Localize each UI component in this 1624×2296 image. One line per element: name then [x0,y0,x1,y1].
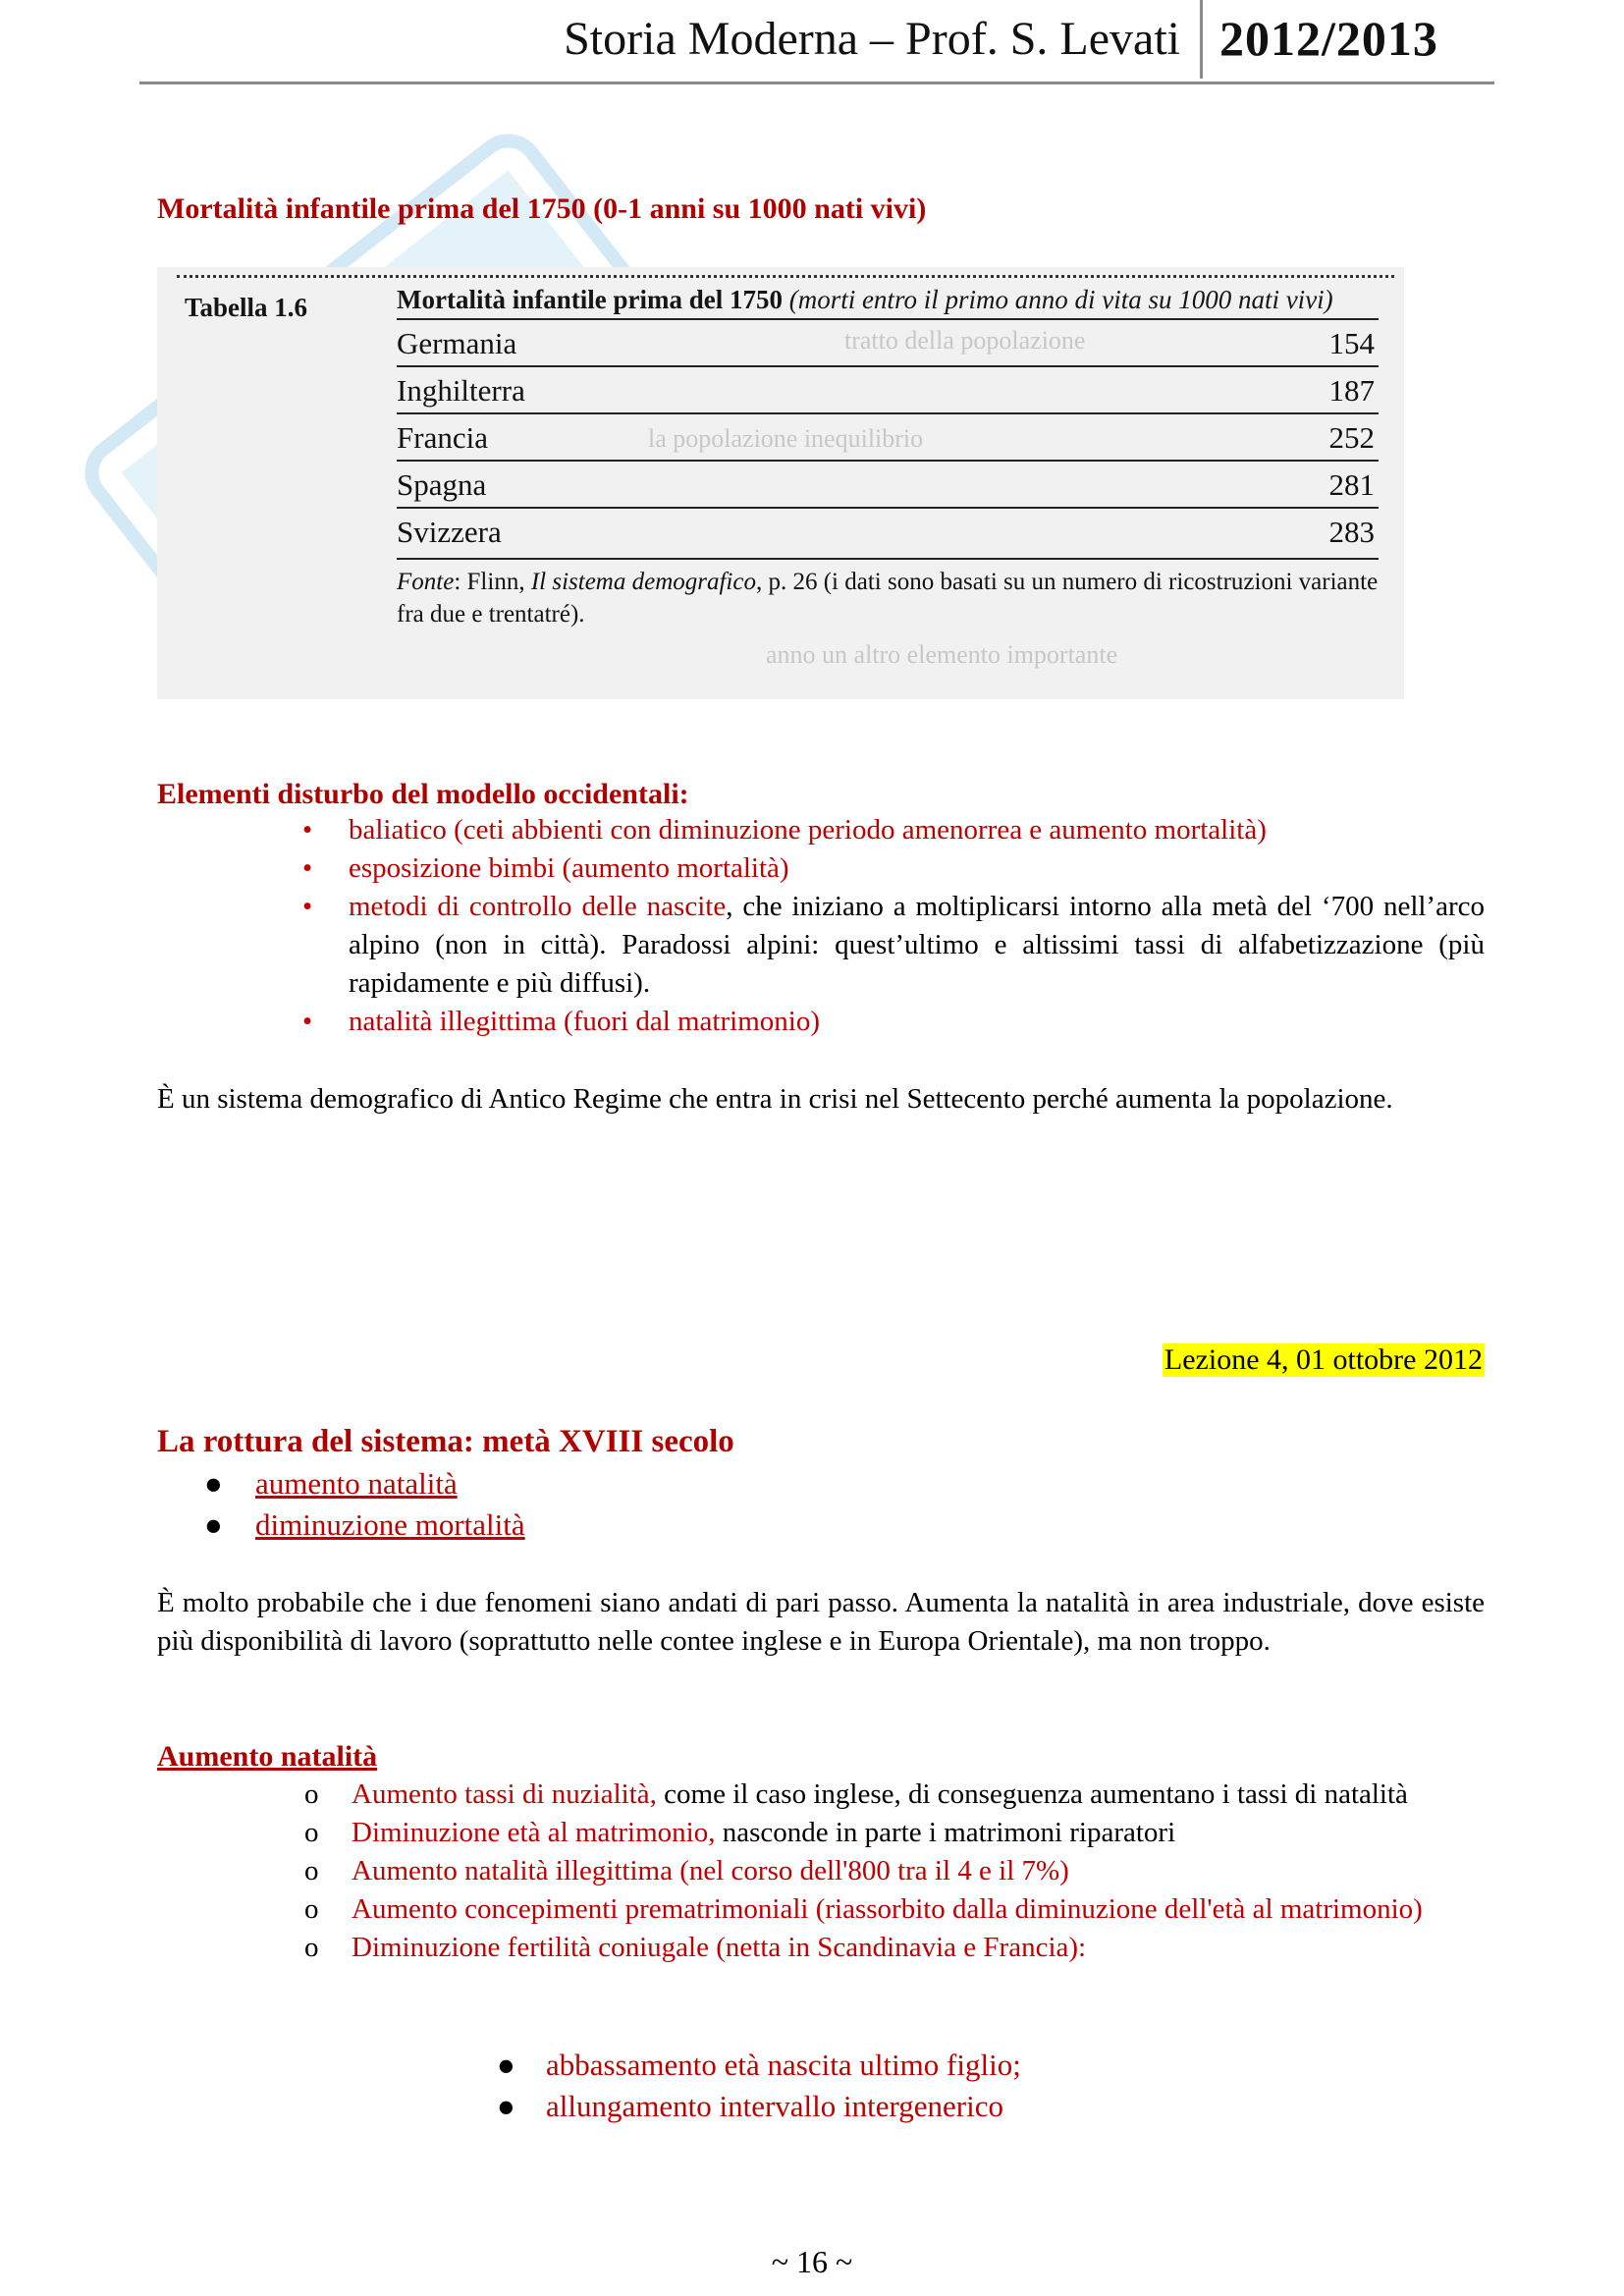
header-separator [1200,0,1203,79]
item-red-text: baliatico (ceti abbienti con diminuzione periodo amenorrea e aumento mortalità) [349,814,1267,846]
table-cell-country: Spagna [397,467,487,502]
rupture-list [204,1463,525,1546]
item-black-text: nasconde in parte i matrimoni riparatori [715,1817,1176,1848]
list-item: ● allungamento intervallo intergenerico [497,2089,1003,2123]
disturbance-list [302,811,1485,1041]
table-title-note: (morti entro il primo anno di vita su 1000 nati vivi) [788,285,1333,314]
table-cell-value: 154 [1328,326,1375,360]
page-header [139,0,1494,84]
table-cell-value: 252 [1328,420,1375,455]
list-item: o Aumento natalità illegittima (nel corso dell'800 tra il 4 e il 7%) [304,1855,1069,1886]
table-cell-country: Germania [397,326,517,360]
table-row [397,460,1379,507]
item-red-text: Aumento tassi di nuzialità, [352,1778,657,1810]
item-red-text: Aumento natalità illegittima (nel corso dell'800 tra il 4 e il 7%) [352,1855,1069,1886]
item-red-text: Diminuzione età al matrimonio, [352,1817,716,1848]
item-red-text: esposizione bimbi (aumento mortalità) [349,852,789,884]
section-natality-heading: Aumento natalità [157,1740,378,1773]
table-label: Tabella 1.6 [185,293,308,322]
item-black-text: come il caso inglese, di conseguenza aumentano i tassi di natalità [656,1778,1408,1810]
table-row [397,318,1379,365]
table-cell-country: Francia [397,420,488,455]
list-item: • esposizione bimbi (aumento mortalità) [302,852,789,884]
scanned-table: tratto della popolazione la popolazione inequilibrio anno un altro elemento importante Tabella 1.6 Mortalità infantile prima del 1750 (morti entro il primo anno di vita su 1000 nati vivi) Germania 154 Inghilterra 187 Francia 252 Spagna 281 Svizzera 283 Fonte: Flinn, Il sistema demografico, p. 26 (i dati sono basati su un numero di ricostruzioni variante fra due e trentatré). [157,267,1404,699]
paragraph-phenomena: È molto probabile che i due fenomeni siano andati di pari passo. Aumenta la natalità in area industriale, dove esiste più disponibilità di lavoro (soprattutto nelle contee inglese e in Europa Orientale), ma non troppo. [157,1587,1485,1657]
list-item: • natalità illegittima (fuori dal matrimonio) [302,1006,820,1037]
table-row [397,412,1379,460]
item-black-text: , che iniziano a moltiplicarsi intorno alla metà del ‘700 nell’arco alpino (non in città). Paradossi alpini: quest’ultimo e altissimi tassi di alfabetizzazione (più rapidamente e più diffusi). [349,891,1485,999]
section-rupture-heading: La rottura del sistema: metà XVIII secolo [157,1424,734,1459]
table-cell-value: 283 [1328,515,1375,549]
item-red-text: abbassamento età nascita ultimo figlio; [546,2048,1021,2082]
table-top-rule [177,275,1394,278]
table-cell-country: Svizzera [397,515,502,549]
source-work: Il sistema demografico [530,569,756,595]
list-item: o Aumento concepimenti prematrimoniali (riassorbito dalla diminuzione dell'età al matrimonio) [304,1893,1423,1925]
list-item: o Aumento tassi di nuzialità, come il caso inglese, di conseguenza aumentano i tassi di natalità [304,1778,1408,1810]
list-item: ● abbassamento età nascita ultimo figlio; [497,2048,1021,2082]
page-number: ~ 16 ~ [771,2244,853,2279]
natality-sublist [497,2045,1021,2127]
list-item: o Diminuzione fertilità coniugale (netta in Scandinavia e Francia): [304,1932,1087,1963]
source-author: : Flinn, [454,569,531,595]
list-item: ● diminuzione mortalità [204,1507,525,1542]
table-cell-value: 281 [1328,467,1375,502]
table-row [397,507,1379,554]
item-red-text: Aumento concepimenti prematrimoniali (riassorbito dalla diminuzione dell'età al matrimonio) [352,1893,1423,1925]
table-title-main: Mortalità infantile prima del 1750 [397,285,783,314]
header-title: Storia Moderna – Prof. S. Levati [564,13,1180,65]
natality-list [304,1776,1485,1967]
header-year: 2012/2013 [1219,11,1438,66]
section-mortality-heading: Mortalità infantile prima del 1750 (0-1 anni su 1000 nati vivi) [157,192,927,225]
item-red-text: natalità illegittima (fuori dal matrimonio) [349,1006,820,1037]
source-rest: , p. 26 (i dati sono basati su un numero di ricostruzioni variante fra due e trentatré). [397,569,1379,628]
table-source [397,558,1379,630]
item-red-text: diminuzione mortalità [255,1507,525,1542]
list-item: • baliatico (ceti abbienti con diminuzione periodo amenorrea e aumento mortalità) [302,814,1267,846]
lesson-date-highlight: Lezione 4, 01 ottobre 2012 [1164,1343,1483,1376]
source-prefix: Fonte [397,569,455,595]
list-item: ● aumento natalità [204,1466,458,1501]
section-disturbance-heading: Elementi disturbo del modello occidentali: [157,778,689,810]
item-red-text: aumento natalità [255,1466,458,1501]
table-cell-value: 187 [1328,373,1375,408]
item-red-text: allungamento intervallo intergenerico [546,2089,1003,2123]
item-red-text: metodi di controllo delle nascite [349,891,727,922]
table-title [397,285,1333,315]
table-row [397,365,1379,412]
table-cell-country: Inghilterra [397,373,525,408]
list-item: • metodi di controllo delle nascite, che iniziano a moltiplicarsi intorno alla metà del ‘700 nell’arco alpino (non in città). Paradossi alpini: quest’ultimo e altissimi tassi di alfabetizzazione (più rapidamente e più diffusi). [302,891,1485,999]
paragraph-antico-regime: È un sistema demografico di Antico Regime che entra in crisi nel Settecento perché aumenta la popolazione. [157,1083,1393,1115]
list-item: o Diminuzione età al matrimonio, nasconde in parte i matrimoni riparatori [304,1817,1176,1848]
item-red-text: Diminuzione fertilità coniugale (netta in Scandinavia e Francia): [352,1932,1087,1963]
